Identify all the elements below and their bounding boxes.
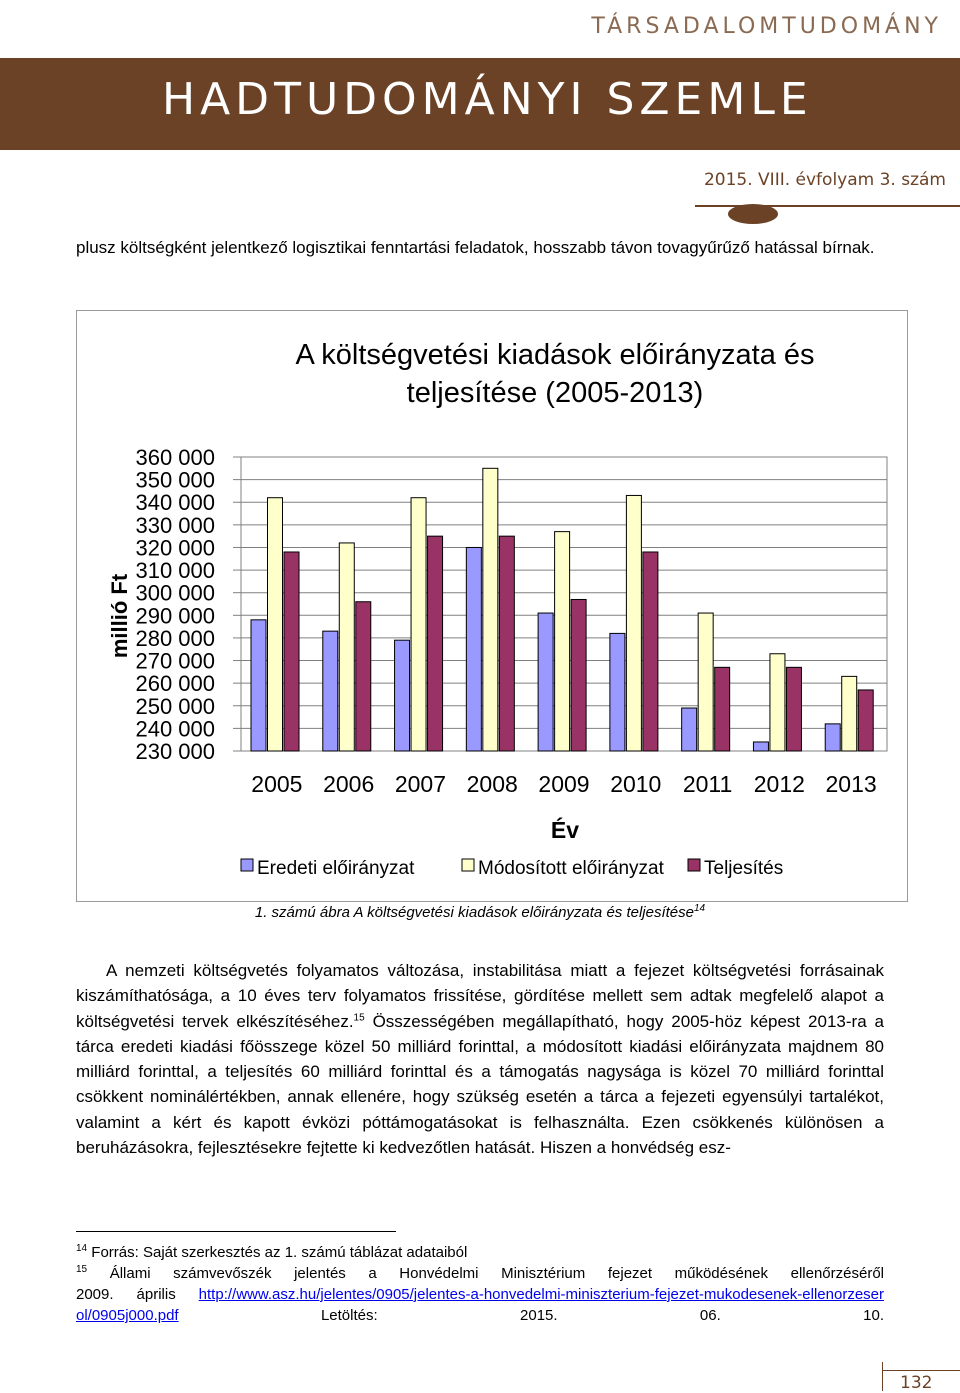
footnotes [76, 1242, 884, 1326]
bar-2011-1 [698, 613, 713, 751]
x-tick-label: 2008 [466, 771, 518, 797]
bar-2005-0 [251, 620, 266, 751]
y-tick-label: 330 000 [135, 512, 215, 538]
budget-chart [77, 311, 907, 901]
section-label: TÁRSADALOMTUDOMÁNY [591, 14, 942, 39]
x-tick-label: 2013 [825, 771, 877, 797]
bar-2013-0 [825, 724, 840, 751]
x-tick-label: 2006 [323, 771, 375, 797]
intro-paragraph: plusz költségként jelentkező logisztikai fenntartási feladatok, hosszabb távon tovagyűrűző hatással bírnak. [76, 238, 875, 257]
bar-2010-1 [626, 495, 641, 751]
footnote-text: Állami számvevőszék jelentés a Honvédelmi Minisztérium fejezet működésének ellenőrzéséről [109, 1265, 884, 1282]
x-tick-label: 2011 [682, 771, 733, 797]
chart-title-line2: teljesítése (2005-2013) [406, 377, 704, 409]
issue-info: 2015. VIII. évfolyam 3. szám [703, 170, 946, 190]
x-tick-label: 2009 [538, 771, 590, 797]
footnote-text: Forrás: Saját szerkesztés az 1. számú táblázat adataiból [91, 1244, 468, 1261]
footnote-separator [76, 1231, 396, 1232]
y-tick-label: 230 000 [135, 739, 215, 764]
bar-2005-1 [268, 498, 283, 751]
bar-2006-1 [339, 543, 354, 751]
figure-caption [0, 904, 960, 921]
y-tick-label: 310 000 [135, 558, 215, 584]
y-tick-label: 320 000 [135, 535, 215, 561]
footnote-date: 2009. április [76, 1286, 199, 1303]
bar-2012-2 [786, 667, 801, 751]
y-tick-label: 250 000 [135, 693, 215, 719]
footnote-15 [76, 1263, 884, 1284]
x-tick-label: 2007 [394, 771, 447, 797]
legend-swatch [241, 859, 253, 871]
x-tick-label: 2010 [610, 771, 662, 797]
y-tick-label: 360 000 [135, 445, 215, 470]
bar-2006-2 [356, 602, 371, 751]
footnote-15-source [76, 1284, 884, 1326]
y-tick-label: 260 000 [135, 671, 215, 697]
y-tick-label: 350 000 [135, 467, 215, 493]
bar-2008-2 [499, 536, 514, 751]
y-tick-label: 280 000 [135, 625, 215, 651]
y-axis-label: millió Ft [107, 573, 132, 659]
chart-frame [76, 310, 908, 902]
journal-title: HADTUDOMÁNYI SZEMLE [162, 74, 813, 125]
x-tick-label: 2005 [251, 771, 303, 797]
caption-footnote-ref: 14 [694, 903, 706, 914]
bar-2012-0 [753, 742, 768, 751]
y-tick-label: 300 000 [135, 580, 215, 606]
page-number-divider [882, 1362, 883, 1391]
y-tick-label: 290 000 [135, 603, 215, 629]
bar-2005-2 [284, 552, 299, 751]
body-text-part2: Összességében megállapítható, hogy 2005-höz képest 2013-ra a tárca eredeti kiadási főösszege közel 50 milliárd forinttal, a módosított kiadási előirányzata majdnem 80 milliárd forinttal, a teljesítés 60 milliárd forinttal és a támogatás nagysága is közel 70 milliárd forinttal csökkent nominálértékben, annak ellenére, hogy szükség esetén a tárca a fejezeti egyensúlyi tartalékot, valamint a kért és kapott évközi póttámogatásokat is felhasználta. Ezen csökkenés különösen a beruházásokra, fejlesztésekre fejtette ki kedvezőtlen hatását. Hiszen a honvédség esz- [76, 1011, 884, 1158]
legend-label: Módosított előirányzat [478, 858, 664, 879]
bar-2007-0 [395, 640, 410, 751]
legend-label: Teljesítés [704, 858, 784, 879]
footnote-14 [76, 1242, 884, 1263]
body-paragraph [76, 958, 884, 1160]
y-tick-label: 240 000 [135, 716, 215, 742]
x-axis-label: Év [550, 817, 580, 843]
bar-2009-2 [571, 599, 586, 751]
bar-2009-0 [538, 613, 553, 751]
chart-title-line1: A költségvetési kiadások előirányzata és [295, 339, 815, 371]
bar-2013-2 [858, 690, 873, 751]
bar-2013-1 [842, 676, 857, 751]
bar-2008-0 [466, 547, 481, 751]
bar-2010-2 [643, 552, 658, 751]
bar-2007-1 [411, 498, 426, 751]
legend-label: Eredeti előirányzat [257, 858, 415, 879]
page-number: 132 [900, 1373, 933, 1393]
y-tick-label: 270 000 [135, 648, 215, 674]
caption-text: 1. számú ábra A költségvetési kiadások előirányzata és teljesítése [254, 904, 694, 921]
footnote-number: 15 [76, 1264, 88, 1275]
footnote-number: 14 [76, 1243, 88, 1254]
bar-2008-1 [483, 468, 498, 751]
page-number-rule [882, 1370, 960, 1371]
bar-2006-0 [323, 631, 338, 751]
body-footnote-ref: 15 [353, 1011, 365, 1023]
bar-2011-2 [715, 667, 730, 751]
bar-2007-2 [428, 536, 443, 751]
bar-2010-0 [610, 633, 625, 751]
body-text-part1: A nemzeti költségvetés folyamatos változása, instabilitása miatt a fejezet költségvetési forrásainak kiszámíthatósága, a 10 éves terv folyamatos frissítése, gördítése mellett sem adtak megfelelő alapot a költségvetési tervek elkészítéséhez. [76, 961, 884, 1031]
footnote-download-date: Letöltés: 2015. 06. 10. [178, 1307, 884, 1324]
legend-swatch [688, 859, 700, 871]
bar-2012-1 [770, 654, 785, 751]
legend-swatch [462, 859, 474, 871]
bar-2009-1 [555, 532, 570, 751]
x-tick-label: 2012 [753, 771, 805, 797]
header-ornament [728, 204, 778, 224]
source-link[interactable]: http://www.asz.hu/jelentes/0905/jelentes-a-honvedelmi-miniszterium-fejezet-mukodesenek-ellenorzeserol/0905j000.pdf [76, 1286, 884, 1324]
bar-2011-0 [682, 708, 697, 751]
y-tick-label: 340 000 [135, 490, 215, 516]
